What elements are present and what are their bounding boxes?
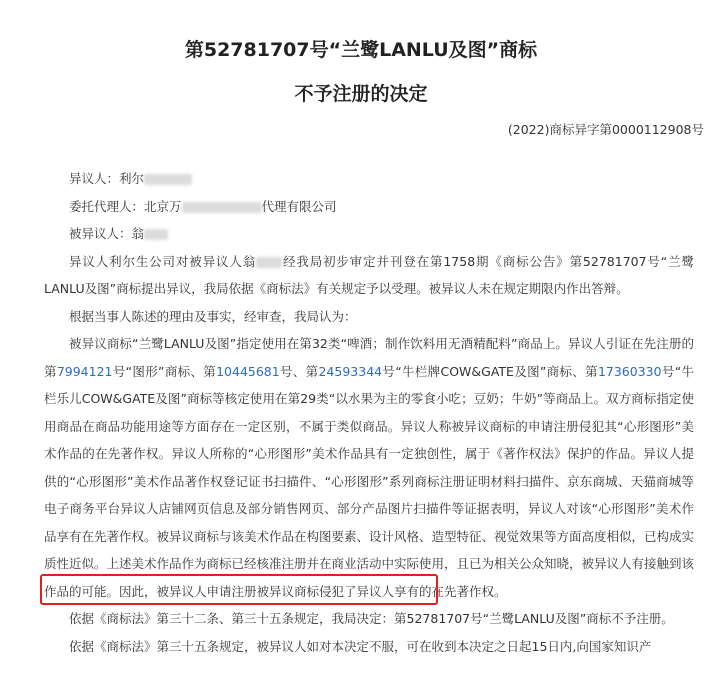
redacted-block	[144, 174, 192, 185]
reg-number-link[interactable]: 7994121	[56, 363, 113, 379]
agent-line	[44, 193, 694, 221]
redacted-block	[182, 202, 262, 213]
reg-number-link[interactable]: 24593344	[318, 363, 383, 379]
redacted-block	[256, 257, 282, 268]
document-number: (2022)商标异字第0000112908号	[507, 122, 704, 137]
text-run: 被异议商标“兰鹭LANLU及图”指定使用在第32类“啤酒；制作饮料用无酒精配料”商品上。异议人引证在先注册的第	[44, 336, 694, 379]
agent-label: 委托代理人：	[69, 198, 145, 214]
reg-number-link[interactable]: 10445681	[216, 363, 280, 379]
highlight-box	[40, 574, 438, 605]
paragraph-opposition-filing	[44, 248, 694, 303]
opposer-label: 异议人：	[69, 171, 120, 186]
paragraph-review-intro: 根据当事人陈述的理由及事实，经审查，我局认为：	[69, 308, 357, 324]
opposer-name: 利尔	[119, 171, 145, 186]
respondent-name: 翁	[131, 226, 145, 241]
document-title-line-2: 不予注册的决定	[294, 83, 428, 105]
agent-name-prefix: 北京万	[144, 198, 182, 214]
paragraph-decision: 依据《商标法》第三十二条、第三十五条规定，我局决定：第52781707号“兰鹭LANLU及图”商标不予注册。	[69, 611, 674, 626]
opposer-line	[44, 165, 694, 193]
text-run: 经我局初步审定并刊登在第1758期《商标公告》第52781707号“兰鹭LANLU及图”商标提出异议，我局依据《商标法》有关规定予以受理。被异议人未在规定期限内作出答辩。	[44, 253, 694, 296]
agent-name-suffix: 代理有限公司	[261, 198, 337, 214]
text-run: 号“牛栏牌COW&GATE及图”商标、第	[382, 363, 598, 379]
respondent-label: 被异议人：	[69, 226, 132, 241]
text-run: 号、第	[279, 363, 319, 379]
reg-number-link[interactable]: 17360330	[597, 363, 662, 379]
text-run: 异议人利尔生公司对被异议人翁	[69, 253, 257, 269]
text-run: 号“图形”商标、第	[112, 363, 217, 379]
highlighted-conclusion: 被异议人申请注册被异议商标侵犯了异议人享有的在先著作权。	[156, 583, 507, 599]
paragraph-analysis	[44, 330, 694, 605]
paragraph-appeal-notice: 依据《商标法》第三十五条规定，被异议人如对本决定不服，可在收到本决定之日起15日内,向国家知识产	[69, 638, 652, 654]
document-title-line-1: 第52781707号“兰鹭LANLU及图”商标	[184, 39, 538, 61]
respondent-line	[44, 220, 694, 248]
text-run: 号“牛栏乐儿COW&GATE及图”商标等核定使用在第29类“以水果为主的零食小吃；豆奶；牛奶”等商品上。双方商标指定使用商品在商品功能用途等方面存在一定区别，不属于类似商品。异议人称被异议商标的申请注册侵犯其“心形图形”美术作品的在先著作权。异议人所称的“心形图形”美术作品具有一定独创性，属于《著作权法》保护的作品。异议人提供的“心形图形”美术作品著作权登记证书扫描件、“心形图形”系列商标注册证明材料扫描件、京东商城、天猫商城等电子商务平台异议人店铺网页信息及部分销售网页、部分产品图片扫描件等证据表明，异议人对该“心形图形”美术作品享有在先著作权。被异议商标与该美术作品在构图要素、设计风格、造型特征、视觉效果等方面高度相似，已构成实质性近似。上述美术作品作为商标已经核准注册并在商业活动中实际使用，且已为相关公众知晓，被异议人有接触到该作品的可能。因此，	[44, 363, 695, 599]
redacted-block	[144, 229, 168, 240]
